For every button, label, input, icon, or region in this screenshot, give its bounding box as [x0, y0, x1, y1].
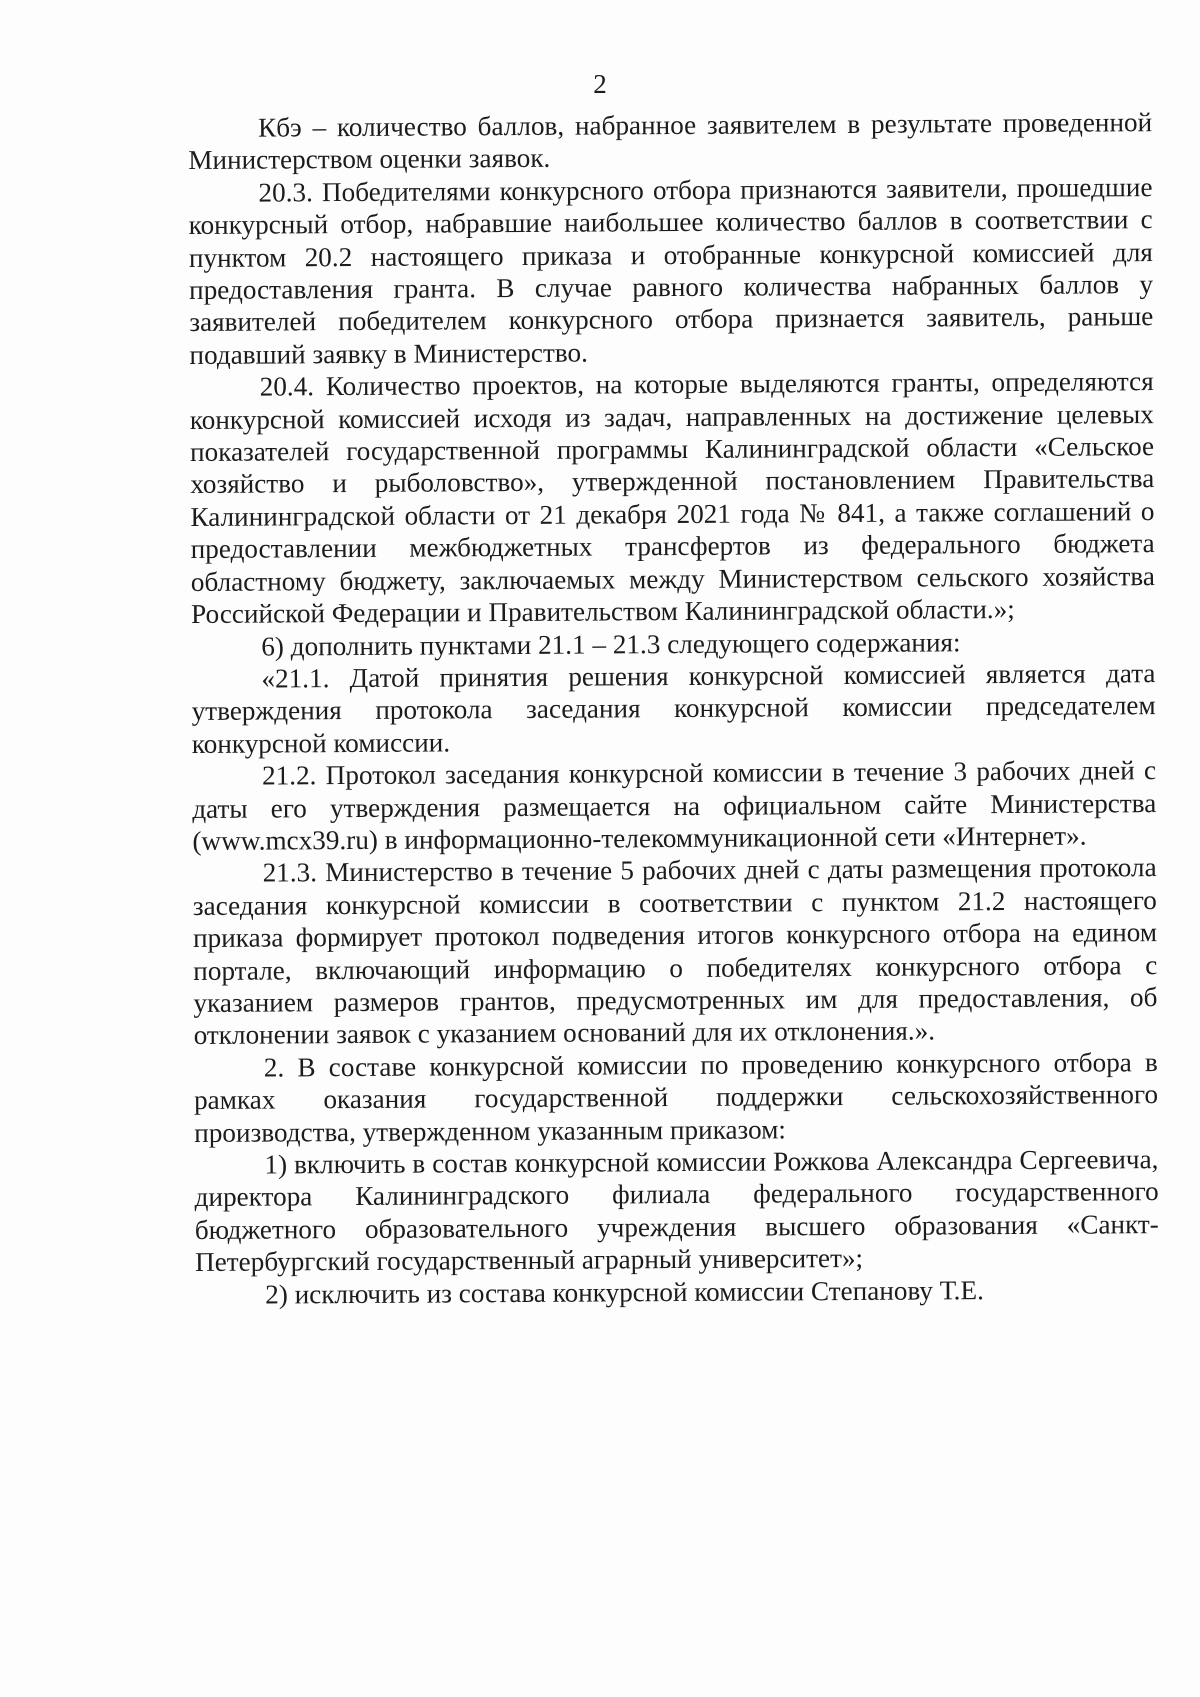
paragraph-21-1: «21.1. Датой принятия решения конкурсной комиссией является дата утверждения протокола заседания конкурсной комиссии председателем конкурсной комиссии. [191, 658, 1156, 759]
paragraph-21-2: 21.2. Протокол заседания конкурсной комиссии в течение 3 рабочих дней с даты его утверждения размещается на официальном сайте Министерства (www.mcx39.ru) в информационно-телекоммуникационной сети «Интернет». [192, 755, 1157, 856]
paragraph-section-2: 2. В составе конкурсной комиссии по проведению конкурсного отбора в рамках оказания государственной поддержки сельскохозяйственного производства, утвержденном указанным приказом: [193, 1046, 1159, 1148]
paragraph-amendment-6: 6) дополнить пунктами 21.1 – 21.3 следующего содержания: [261, 626, 961, 662]
paragraph-21-3: 21.3. Министерство в течение 5 рабочих дней с даты размещения протокола заседания конкурсной комиссии в соответствии с пунктом 21.2 настоящего приказа формирует протокол подведения итогов конкурсного отбора на едином портале, включающий информацию о победителях конкурсного отбора с указанием размеров грантов, предусмотренных им для предоставления, об отклонении заявок с указанием оснований для их отклонения.». [192, 852, 1158, 1051]
page-number: 2 [593, 69, 607, 99]
paragraph-kbe-definition: Кбэ – количество баллов, набранное заявителем в результате проведенной Министерством оценки заявок. [188, 107, 1153, 176]
document-body [188, 106, 1159, 1311]
paragraph-item-2: 2) исключить из состава конкурсной комиссии Степанову Т.Е. [265, 1274, 984, 1310]
paragraph-item-1: 1) включить в состав конкурсной комиссии Рожкова Александра Сергеевича, директора Калининградского филиала федерального государственного бюджетного образовательного учреждения высшего образования «Санкт-Петербургский государственный аграрный университет»; [194, 1144, 1159, 1278]
paragraph-20-4: 20.4. Количество проектов, на которые выделяются гранты, определяются конкурсной комиссией исходя из задач, направленных на достижение целевых показателей государственной программы Калининградской области «Сельское хозяйство и рыболовство», утвержденной постановлением Правительства Калининградской области от 21 декабря 2021 года № 841, а также соглашений о предоставлении межбюджетных трансфертов из федерального бюджета областному бюджету, заключаемых между Министерством сельского хозяйства Российской Федерации и Правительством Калининградской области.»; [189, 366, 1155, 630]
paragraph-20-3: 20.3. Победителями конкурсного отбора признаются заявители, прошедшие конкурсный отбор, набравшие наибольшее количество баллов в соответствии с пунктом 20.2 настоящего приказа и отобранные конкурсной комиссией для предоставления гранта. В случае равного количества набранных баллов у заявителей победителем конкурсного отбора признается заявитель, раньше подавший заявку в Министерство. [188, 171, 1154, 370]
